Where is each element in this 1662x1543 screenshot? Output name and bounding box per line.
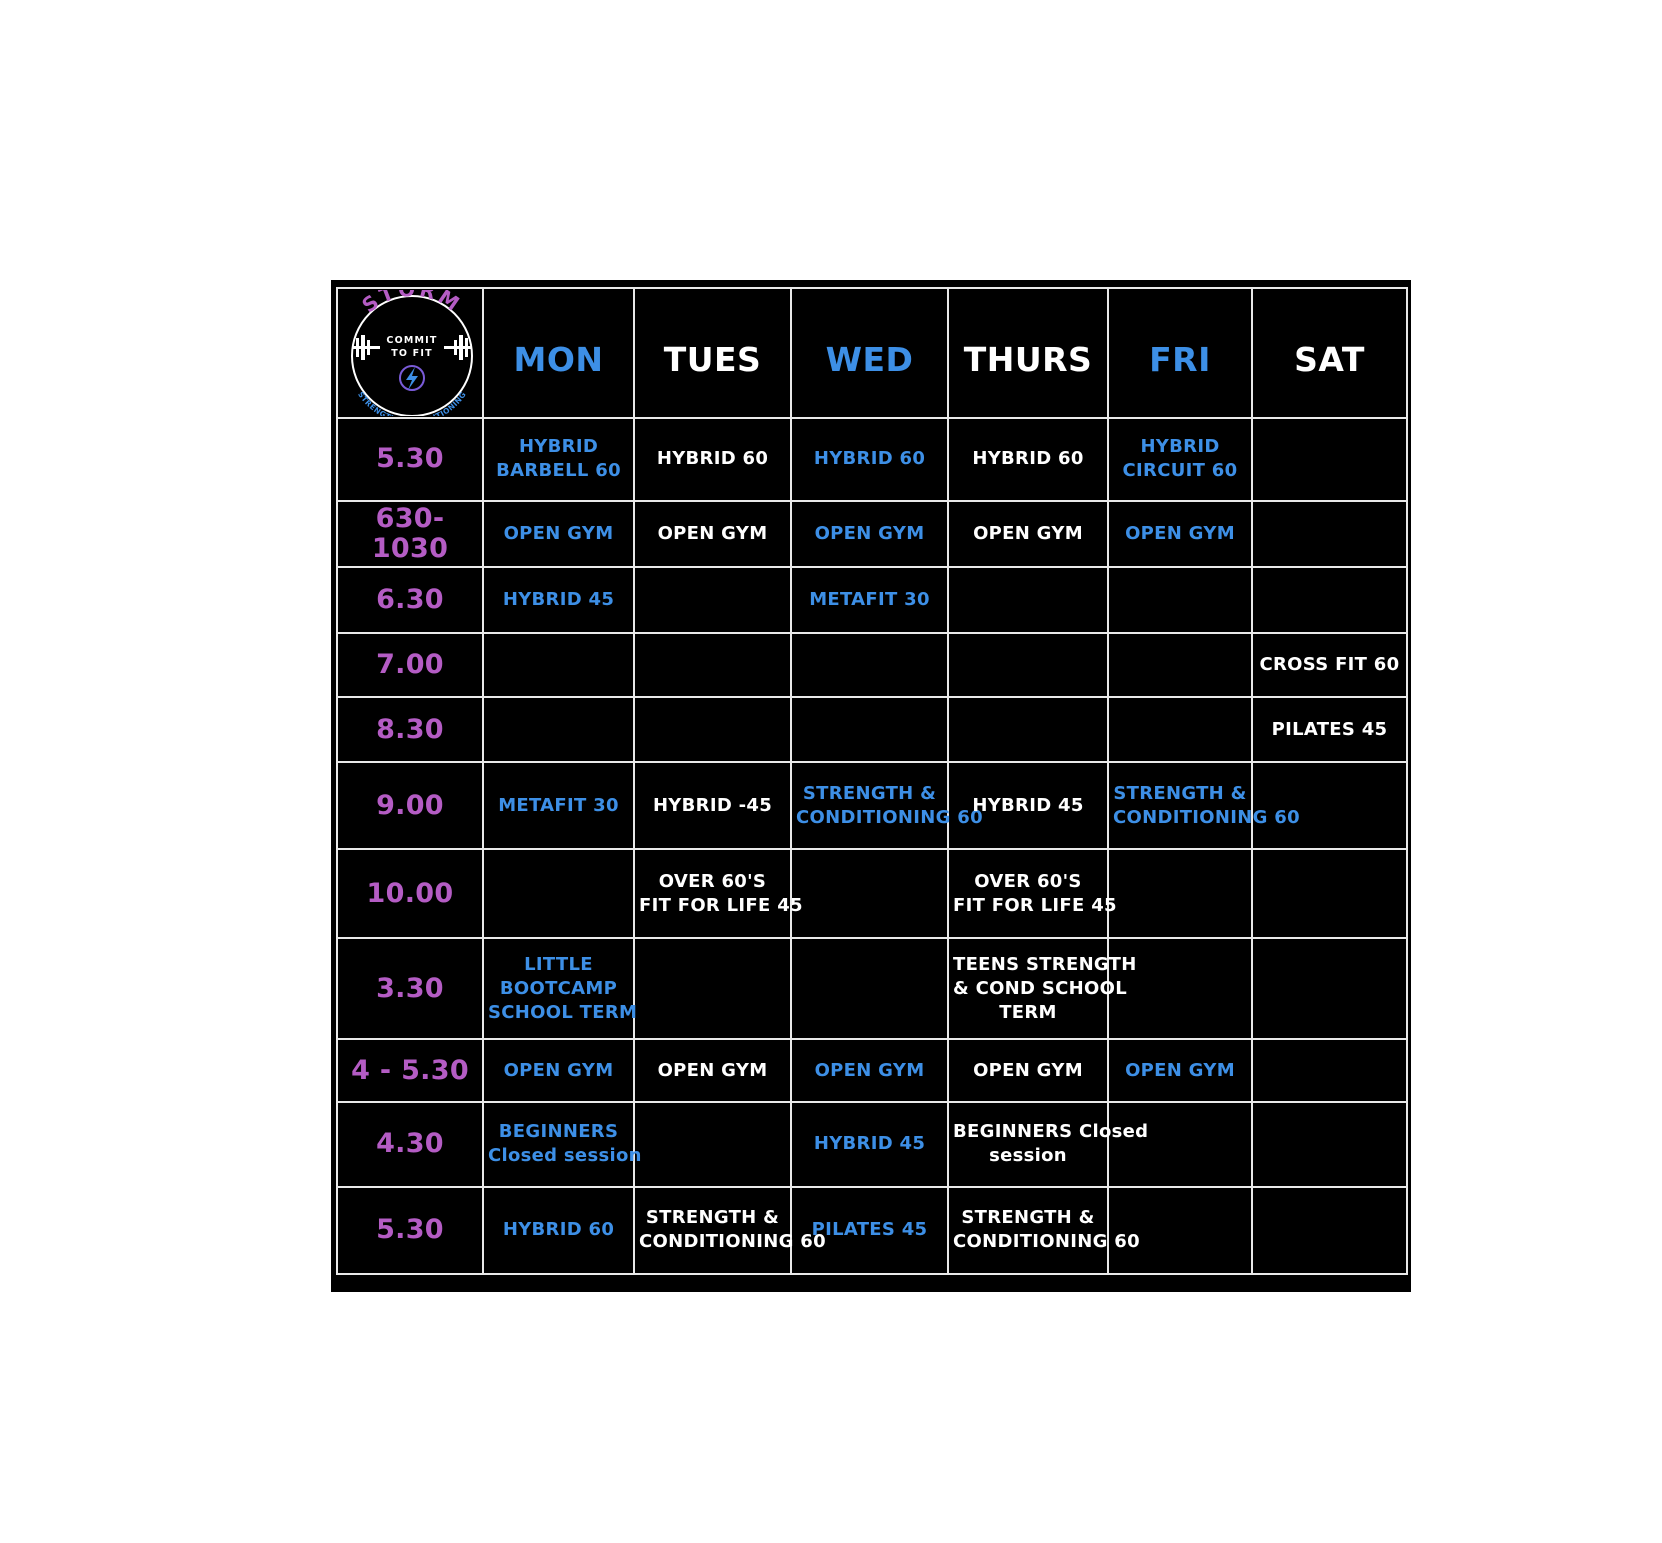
class-name-line: SCHOOL TERM: [488, 1001, 638, 1023]
empty-slot-cell: [948, 567, 1108, 633]
class-cell: [791, 567, 948, 633]
class-cell: [483, 938, 638, 1039]
class-name-line: OPEN GYM: [973, 522, 1083, 544]
class-name-line: HYBRID: [1140, 436, 1220, 458]
class-name-line: CONDITIONING 60: [639, 1231, 826, 1253]
empty-slot-cell: [791, 849, 948, 938]
day-header-mon: MON: [483, 288, 634, 418]
empty-slot-cell: [483, 633, 634, 698]
class-cell: [1108, 418, 1252, 501]
class-name-line: OPEN GYM: [973, 1059, 1083, 1081]
empty-slot-cell: [1108, 1102, 1252, 1187]
class-cell: [791, 1187, 948, 1274]
class-name-line: HYBRID 45: [972, 794, 1084, 816]
class-cell: [1108, 1039, 1252, 1102]
class-name-line: CONDITIONING 60: [796, 806, 983, 828]
empty-slot-cell: [1252, 567, 1407, 633]
empty-slot-cell: [1252, 501, 1407, 567]
timetable-board: [331, 280, 1411, 1292]
class-cell: [948, 1039, 1108, 1102]
time-slot-label: 7.00: [337, 633, 483, 698]
empty-slot-cell: [634, 938, 791, 1039]
empty-slot-cell: [1108, 849, 1252, 938]
time-slot-label: 9.00: [337, 762, 483, 849]
class-cell: [483, 1102, 642, 1187]
class-cell: [634, 501, 791, 567]
class-name-line: OPEN GYM: [814, 522, 925, 544]
timetable-row: [337, 418, 1407, 501]
class-name-line: CIRCUIT 60: [1122, 460, 1238, 482]
class-name-line: OPEN GYM: [657, 522, 768, 544]
timetable-row: [337, 567, 1407, 633]
time-slot-label: 4.30: [337, 1102, 483, 1187]
class-cell: [1252, 697, 1407, 762]
class-cell: [948, 762, 1108, 849]
empty-slot-cell: [1108, 697, 1252, 762]
day-header-wed: WED: [791, 288, 948, 418]
class-name-line: HYBRID 60: [813, 448, 926, 470]
class-name-line: LITTLE: [524, 953, 593, 975]
class-name-line: HYBRID 60: [972, 448, 1084, 470]
class-cell: [634, 762, 791, 849]
empty-slot-cell: [483, 849, 634, 938]
class-name-line: OPEN GYM: [1125, 522, 1235, 544]
empty-slot-cell: [634, 633, 791, 698]
class-name-line: FIT FOR LIFE 45: [639, 894, 803, 916]
logo-brand-text: ST RM: [357, 290, 467, 318]
empty-slot-cell: [948, 633, 1108, 698]
time-slot-label: 10.00: [337, 849, 483, 938]
class-name-line: STRENGTH &: [802, 782, 937, 804]
class-name-line: OVER 60'S: [658, 870, 767, 892]
class-name-line: TEENS STRENGTH: [953, 953, 1137, 975]
empty-slot-cell: [791, 938, 948, 1039]
class-name-line: HYBRID 45: [813, 1133, 926, 1155]
class-name-line: OPEN GYM: [1125, 1059, 1235, 1081]
empty-slot-cell: [634, 697, 791, 762]
empty-slot-cell: [1252, 849, 1407, 938]
class-name-line: BEGINNERS: [498, 1121, 619, 1143]
timetable-row: [337, 1187, 1407, 1274]
class-name-line: STRENGTH &: [961, 1207, 1095, 1229]
class-cell: [1252, 633, 1407, 698]
time-slot-label: 630-1030: [337, 501, 483, 567]
class-name-line: CONDITIONING 60: [953, 1231, 1140, 1253]
class-cell: [1108, 762, 1300, 849]
class-name-line: BARBELL 60: [496, 460, 621, 482]
class-cell: [948, 938, 1137, 1039]
class-name-line: OPEN GYM: [503, 522, 614, 544]
time-slot-label: 4 - 5.30: [337, 1039, 483, 1102]
logo-cell: [337, 288, 483, 418]
class-name-line: CONDITIONING 60: [1113, 806, 1300, 828]
class-cell: [634, 849, 803, 938]
class-name-line: METAFIT 30: [498, 794, 619, 816]
timetable-body: [337, 418, 1407, 1274]
empty-slot-cell: [483, 697, 634, 762]
class-name-line: BOOTCAMP: [499, 977, 618, 999]
logo-tagline-bottom: TO FIT: [391, 348, 433, 359]
empty-slot-cell: [1108, 633, 1252, 698]
empty-slot-cell: [1252, 762, 1407, 849]
time-slot-label: 3.30: [337, 938, 483, 1039]
class-cell: [483, 501, 634, 567]
empty-slot-cell: [948, 697, 1108, 762]
class-name-line: HYBRID: [518, 436, 599, 458]
class-name-line: OPEN GYM: [503, 1059, 614, 1081]
empty-slot-cell: [634, 1102, 791, 1187]
timetable-row: [337, 762, 1407, 849]
class-cell: [483, 418, 634, 501]
day-header-thurs: THURS: [948, 288, 1108, 418]
class-cell: [483, 567, 634, 633]
class-cell: [483, 762, 634, 849]
class-name-line: METAFIT 30: [809, 588, 930, 610]
empty-slot-cell: [1108, 567, 1252, 633]
class-name-line: Closed session: [488, 1145, 642, 1167]
empty-slot-cell: [1252, 1102, 1407, 1187]
class-cell: [948, 1102, 1149, 1187]
class-cell: [791, 501, 948, 567]
empty-slot-cell: [791, 633, 948, 698]
timetable-row: [337, 1039, 1407, 1102]
class-cell: [791, 418, 948, 501]
day-header-sat: SAT: [1252, 288, 1407, 418]
class-cell: [1108, 501, 1252, 567]
storm-logo: [338, 290, 486, 416]
timetable-row: [337, 849, 1407, 938]
timetable-row: [337, 501, 1407, 567]
class-cell: [948, 1187, 1140, 1274]
class-name-line: STRENGTH &: [1113, 782, 1247, 804]
logo-tagline-top: COMMIT: [386, 335, 438, 346]
class-name-line: FIT FOR LIFE 45: [953, 894, 1117, 916]
class-name-line: HYBRID 60: [656, 448, 769, 470]
class-cell: [791, 762, 983, 849]
day-header-tues: TUES: [634, 288, 791, 418]
class-name-line: TERM: [999, 1001, 1057, 1023]
class-cell: [483, 1187, 634, 1274]
timetable-row: [337, 938, 1407, 1039]
class-cell: [634, 1187, 826, 1274]
class-name-line: OPEN GYM: [657, 1059, 768, 1081]
empty-slot-cell: [1252, 1039, 1407, 1102]
timetable-row: [337, 697, 1407, 762]
class-name-line: & COND SCHOOL: [953, 977, 1127, 999]
timetable-row: [337, 633, 1407, 698]
class-name-line: OPEN GYM: [814, 1059, 925, 1081]
class-cell: [791, 1102, 948, 1187]
class-name-line: OVER 60'S: [974, 870, 1082, 892]
timetable-grid: [336, 287, 1408, 1275]
class-name-line: HYBRID 60: [502, 1219, 615, 1241]
class-cell: [948, 418, 1108, 501]
class-name-line: BEGINNERS Closed: [953, 1121, 1149, 1143]
day-header-fri: FRI: [1108, 288, 1252, 418]
class-name-line: PILATES 45: [811, 1219, 928, 1241]
empty-slot-cell: [634, 567, 791, 633]
time-slot-label: 6.30: [337, 567, 483, 633]
class-name-line: session: [989, 1145, 1067, 1167]
logo-arc-text: STRENG TIONING: [356, 389, 468, 416]
time-slot-label: 8.30: [337, 697, 483, 762]
class-cell: [791, 1039, 948, 1102]
class-cell: [483, 1039, 634, 1102]
class-cell: [634, 418, 791, 501]
time-slot-label: 5.30: [337, 418, 483, 501]
empty-slot-cell: [1252, 1187, 1407, 1274]
timetable-row: [337, 1102, 1407, 1187]
class-name-line: STRENGTH &: [645, 1207, 780, 1229]
class-cell: [634, 1039, 791, 1102]
time-slot-label: 5.30: [337, 1187, 483, 1274]
empty-slot-cell: [1252, 938, 1407, 1039]
empty-slot-cell: [791, 697, 948, 762]
header-row: [337, 288, 1407, 418]
class-name-line: HYBRID -45: [652, 794, 773, 816]
class-name-line: HYBRID 45: [502, 588, 615, 610]
class-name-line: PILATES 45: [1271, 718, 1388, 740]
empty-slot-cell: [1252, 418, 1407, 501]
class-cell: [948, 849, 1117, 938]
class-cell: [948, 501, 1108, 567]
class-name-line: CROSS FIT 60: [1259, 653, 1400, 675]
